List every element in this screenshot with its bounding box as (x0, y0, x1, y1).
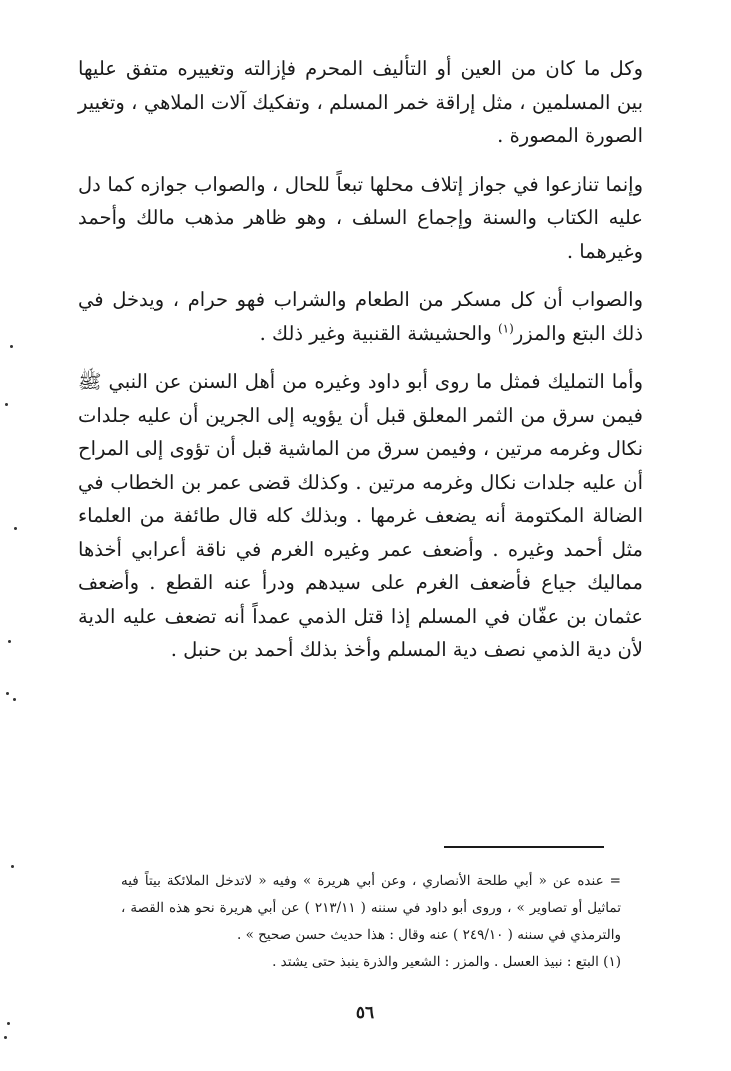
scan-speck (5, 403, 8, 406)
scan-speck (11, 865, 14, 868)
scan-speck (14, 527, 17, 530)
footnotes-section (121, 868, 621, 976)
footnote-continuation: = عنده عن « أبي طلحة الأنصاري ، وعن أبي هريرة » وفيه « لاتدخل الملائكة بيتاً فيه تماثيل أو تصاوير » ، وروى أبو داود في سننه ( ٢١٣/١١ ) عن أبي هريرة نحو هذه القصة ، والترمذي في سننه ( ٢٤٩/١٠ ) عنه وقال : هذا حديث حسن صحيح » . (121, 873, 621, 943)
footnote-1: (١) البتع : نبيذ العسل . والمزر : الشعير والذرة ينبذ حتى يشتد . (272, 954, 621, 970)
footnote-marker-1[interactable]: (١) (497, 321, 514, 335)
paragraph-3 (78, 283, 643, 350)
page-number: ٥٦ (355, 1003, 375, 1023)
paragraph-1: وكل ما كان من العين أو التأليف المحرم فإزالته وتغييره متفق عليها بين المسلمين ، مثل إراقة خمر المسلم ، وتفكيك آلات الملاهي ، وتغيير الصورة المصورة . (78, 57, 643, 147)
main-text-body (78, 52, 643, 682)
scan-speck (8, 640, 11, 643)
paragraph-3-ending: والحشيشة القنبية وغير ذلك . (259, 321, 498, 345)
scan-speck (4, 1036, 7, 1039)
paragraph-3-text: والصواب أن كل مسكر من الطعام والشراب فهو حرام ، ويدخل في ذلك البتع والمزر (78, 288, 643, 345)
paragraph-4: وأما التمليك فمثل ما روى أبو داود وغيره من أهل السنن عن النبي ﷺ فيمن سرق من الثمر المعلق قبل أن يؤويه إلى الجرين أن عليه جلدات نكال وغرمه مرتين ، وفيمن سرق من الماشية قبل أن تؤوى إلى المراح أن عليه جلدات نكال وغرمه مرتين . وكذلك قضى عمر بن الخطاب في الضالة المكتومة أنه يضعف غرمها . وبذلك كله قال طائفة من العلماء مثل أحمد وغيره . وأضعف عمر وغيره الغرم في ناقة أعرابي أخذها مماليك جياع فأضعف الغرم على سيدهم ودرأ عنه القطع . وأضعف عثمان بن عفّان في المسلم إذا قتل الذمي عمداً أنه تضعف عليه الدية لأن دية الذمي نصف دية المسلم وأخذ بذلك أحمد بن حنبل . (78, 370, 643, 661)
scan-speck (6, 692, 9, 695)
paragraph-2: وإنما تنازعوا في جواز إتلاف محلها تبعاً للحال ، والصواب جوازه كما دل عليه الكتاب والسنة وإجماع السلف ، وهو ظاهر مذهب مالك وأحمد وغيرهما . (78, 172, 643, 263)
footnote-separator-rule (444, 846, 604, 848)
scan-speck (13, 698, 16, 701)
scan-speck (10, 345, 13, 348)
scan-speck (7, 1022, 10, 1025)
